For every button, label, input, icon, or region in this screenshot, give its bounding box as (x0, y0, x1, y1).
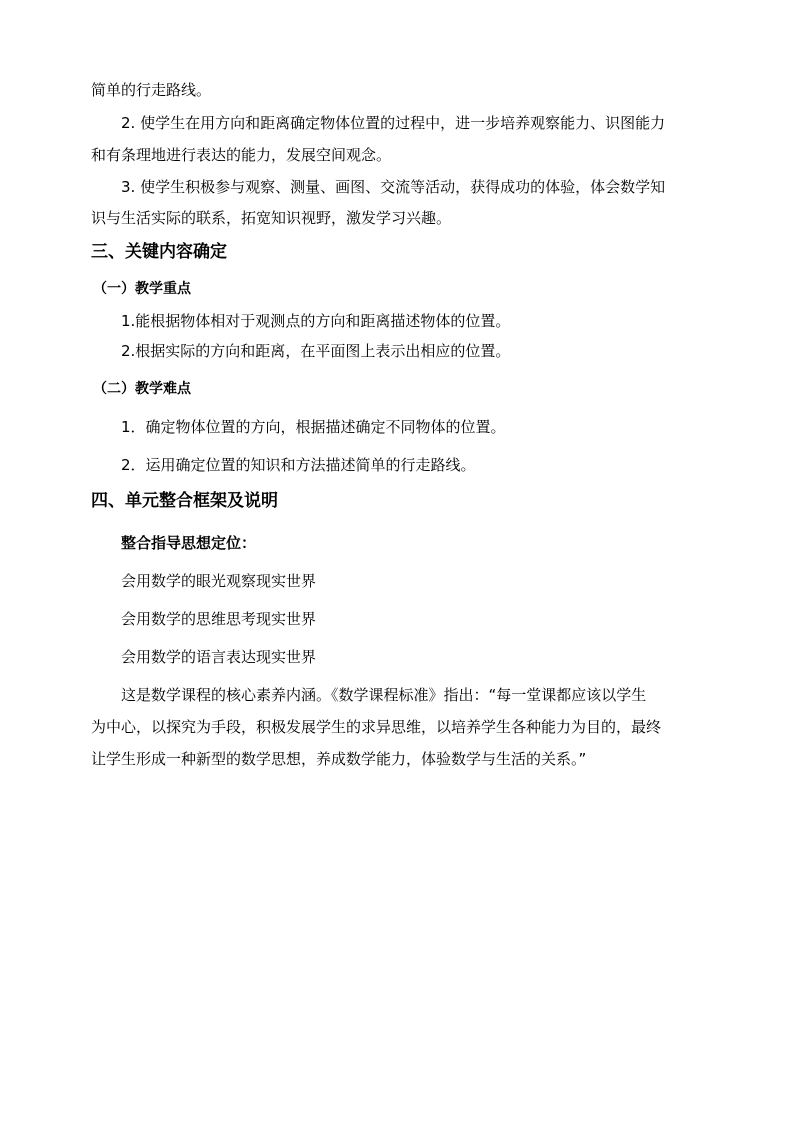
paragraph-line: 简单的行走路线。 (91, 81, 212, 99)
guide-line-3: 会用数学的语言表达现实世界 (121, 648, 317, 666)
section-3-heading: 三、关键内容确定 (91, 242, 227, 262)
key-point-item-1: 1.能根据物体相对于观测点的方向和距离描述物体的位置。 (121, 312, 511, 330)
difficulty-item-2: 2．运用确定位置的知识和方法描述简单的行走路线。 (121, 456, 476, 474)
subsection-difficulties-heading: （二）教学难点 (93, 381, 191, 397)
objective-item-2-line-1: 2. 使学生在用方向和距离确定物体位置的过程中，进一步培养观察能力、识图能力 (121, 114, 666, 132)
guide-line-1: 会用数学的眼光观察现实世界 (121, 572, 317, 590)
objective-item-2-line-2: 和有条理地进行表达的能力，发展空间观念。 (91, 146, 392, 164)
subsection-key-points-heading: （一）教学重点 (93, 281, 191, 297)
difficulty-item-1: 1．确定物体位置的方向，根据描述确定不同物体的位置。 (121, 418, 506, 436)
key-point-item-2: 2.根据实际的方向和距离，在平面图上表示出相应的位置。 (121, 342, 511, 360)
paragraph-line-1: 这是数学课程的核心素养内涵。《数学课程标准》指出：“每一堂课都应该以学生 (121, 686, 647, 704)
guide-title: 整合指导思想定位： (121, 534, 257, 552)
paragraph-line-2: 为中心，以探究为手段，积极发展学生的求异思维，以培养学生各种能力为目的，最终 (91, 718, 662, 736)
objective-item-3-line-1: 3. 使学生积极参与观察、测量、画图、交流等活动，获得成功的体验，体会数学知 (121, 178, 666, 196)
objective-item-3-line-2: 识与生活实际的联系，拓宽知识视野，激发学习兴趣。 (91, 209, 452, 227)
guide-line-2: 会用数学的思维思考现实世界 (121, 610, 317, 628)
paragraph-line-3: 让学生形成一种新型的数学思想，养成数学能力，体验数学与生活的关系。” (91, 750, 587, 768)
section-4-heading: 四、单元整合框架及说明 (91, 491, 278, 511)
